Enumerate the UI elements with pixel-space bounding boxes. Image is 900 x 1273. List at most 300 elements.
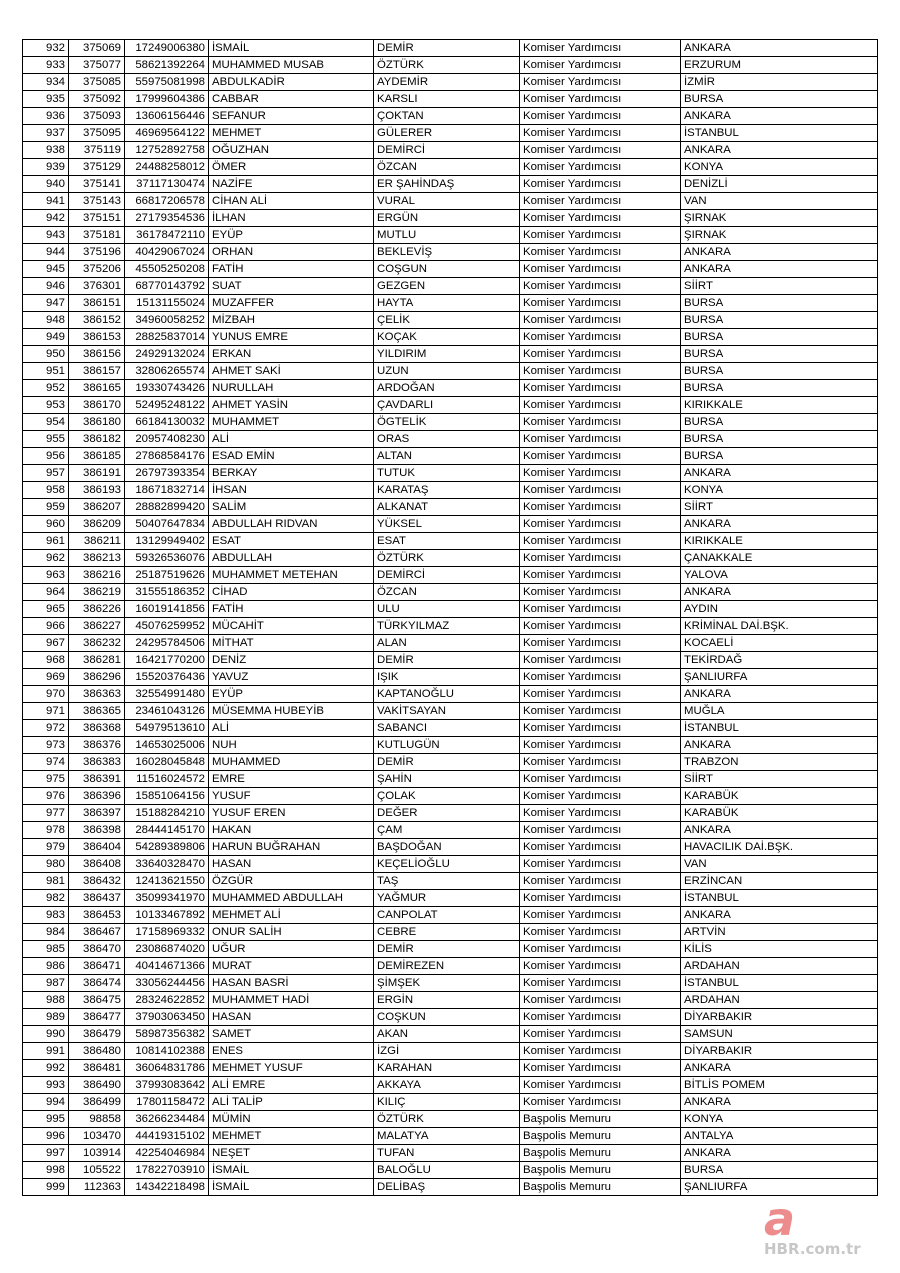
id-number-cell: 15520376436: [125, 669, 209, 686]
id-number-cell: 28324622852: [125, 992, 209, 1009]
rank-cell: Komiser Yardımcısı: [520, 516, 681, 533]
id-number-cell: 24929132024: [125, 346, 209, 363]
row-number-cell: 933: [23, 57, 69, 74]
last-name-cell: COŞGUN: [374, 261, 520, 278]
last-name-cell: ÖGTELİK: [374, 414, 520, 431]
row-number-cell: 963: [23, 567, 69, 584]
assignment-cell: ANKARA: [681, 516, 878, 533]
sicil-number-cell: 386296: [69, 669, 125, 686]
last-name-cell: ESAT: [374, 533, 520, 550]
watermark-letter: a: [764, 1192, 796, 1246]
assignment-cell: YALOVA: [681, 567, 878, 584]
first-name-cell: HARUN BUĞRAHAN: [209, 839, 374, 856]
first-name-cell: MEHMET: [209, 1128, 374, 1145]
table-row: [23, 346, 878, 363]
first-name-cell: MEHMET ALİ: [209, 907, 374, 924]
sicil-number-cell: 386475: [69, 992, 125, 1009]
row-number-cell: 978: [23, 822, 69, 839]
id-number-cell: 13606156446: [125, 108, 209, 125]
table-row: [23, 244, 878, 261]
assignment-cell: KARABÜK: [681, 788, 878, 805]
row-number-cell: 990: [23, 1026, 69, 1043]
row-number-cell: 939: [23, 159, 69, 176]
sicil-number-cell: 98858: [69, 1111, 125, 1128]
sicil-number-cell: 386396: [69, 788, 125, 805]
last-name-cell: KEÇELİOĞLU: [374, 856, 520, 873]
table-row: [23, 329, 878, 346]
row-number-cell: 979: [23, 839, 69, 856]
rank-cell: Komiser Yardımcısı: [520, 312, 681, 329]
last-name-cell: BAŞDOĞAN: [374, 839, 520, 856]
first-name-cell: CİHAN ALİ: [209, 193, 374, 210]
rank-cell: Başpolis Memuru: [520, 1179, 681, 1196]
row-number-cell: 951: [23, 363, 69, 380]
first-name-cell: ALİ TALİP: [209, 1094, 374, 1111]
id-number-cell: 42254046984: [125, 1145, 209, 1162]
assignment-cell: HAVACILIK DAİ.BŞK.: [681, 839, 878, 856]
table-row: [23, 1128, 878, 1145]
row-number-cell: 956: [23, 448, 69, 465]
last-name-cell: VURAL: [374, 193, 520, 210]
rank-cell: Komiser Yardımcısı: [520, 448, 681, 465]
assignment-cell: TEKİRDAĞ: [681, 652, 878, 669]
last-name-cell: CEBRE: [374, 924, 520, 941]
first-name-cell: İSMAİL: [209, 1179, 374, 1196]
last-name-cell: KARSLI: [374, 91, 520, 108]
rank-cell: Komiser Yardımcısı: [520, 567, 681, 584]
row-number-cell: 992: [23, 1060, 69, 1077]
rank-cell: Komiser Yardımcısı: [520, 227, 681, 244]
rank-cell: Komiser Yardımcısı: [520, 125, 681, 142]
sicil-number-cell: 376301: [69, 278, 125, 295]
row-number-cell: 999: [23, 1179, 69, 1196]
sicil-number-cell: 375085: [69, 74, 125, 91]
row-number-cell: 932: [23, 40, 69, 57]
rank-cell: Komiser Yardımcısı: [520, 159, 681, 176]
table-row: [23, 295, 878, 312]
sicil-number-cell: 386207: [69, 499, 125, 516]
table-row: [23, 108, 878, 125]
sicil-number-cell: 386397: [69, 805, 125, 822]
first-name-cell: SEFANUR: [209, 108, 374, 125]
table-row: [23, 465, 878, 482]
table-row: [23, 992, 878, 1009]
id-number-cell: 66817206578: [125, 193, 209, 210]
row-number-cell: 991: [23, 1043, 69, 1060]
sicil-number-cell: 386479: [69, 1026, 125, 1043]
rank-cell: Komiser Yardımcısı: [520, 57, 681, 74]
id-number-cell: 34960058252: [125, 312, 209, 329]
row-number-cell: 974: [23, 754, 69, 771]
id-number-cell: 24295784506: [125, 635, 209, 652]
rank-cell: Komiser Yardımcısı: [520, 1077, 681, 1094]
assignment-cell: BİTLİS POMEM: [681, 1077, 878, 1094]
table-row: [23, 737, 878, 754]
assignment-cell: İZMİR: [681, 74, 878, 91]
last-name-cell: IŞIK: [374, 669, 520, 686]
first-name-cell: HASAN: [209, 856, 374, 873]
table-row: [23, 686, 878, 703]
rank-cell: Komiser Yardımcısı: [520, 193, 681, 210]
table-row: [23, 91, 878, 108]
id-number-cell: 59326536076: [125, 550, 209, 567]
assignment-cell: KRİMİNAL DAİ.BŞK.: [681, 618, 878, 635]
id-number-cell: 19330743426: [125, 380, 209, 397]
row-number-cell: 966: [23, 618, 69, 635]
rank-cell: Komiser Yardımcısı: [520, 907, 681, 924]
first-name-cell: NUH: [209, 737, 374, 754]
id-number-cell: 58987356382: [125, 1026, 209, 1043]
assignment-cell: BURSA: [681, 414, 878, 431]
table-row: [23, 431, 878, 448]
rank-cell: Komiser Yardımcısı: [520, 601, 681, 618]
first-name-cell: ALİ EMRE: [209, 1077, 374, 1094]
id-number-cell: 35099341970: [125, 890, 209, 907]
last-name-cell: AKKAYA: [374, 1077, 520, 1094]
last-name-cell: DEĞER: [374, 805, 520, 822]
last-name-cell: ŞİMŞEK: [374, 975, 520, 992]
id-number-cell: 37117130474: [125, 176, 209, 193]
sicil-number-cell: 386216: [69, 567, 125, 584]
sicil-number-cell: 386404: [69, 839, 125, 856]
table-row: [23, 754, 878, 771]
sicil-number-cell: 375181: [69, 227, 125, 244]
sicil-number-cell: 386157: [69, 363, 125, 380]
row-number-cell: 952: [23, 380, 69, 397]
assignment-cell: DİYARBAKIR: [681, 1009, 878, 1026]
last-name-cell: ÖZCAN: [374, 159, 520, 176]
last-name-cell: ALAN: [374, 635, 520, 652]
id-number-cell: 24488258012: [125, 159, 209, 176]
id-number-cell: 23086874020: [125, 941, 209, 958]
sicil-number-cell: 386365: [69, 703, 125, 720]
id-number-cell: 25187519626: [125, 567, 209, 584]
table-row: [23, 1009, 878, 1026]
assignment-cell: ANKARA: [681, 686, 878, 703]
rank-cell: Komiser Yardımcısı: [520, 805, 681, 822]
last-name-cell: YAĞMUR: [374, 890, 520, 907]
assignment-cell: ŞIRNAK: [681, 227, 878, 244]
table-row: [23, 516, 878, 533]
last-name-cell: DEMİRCİ: [374, 567, 520, 584]
rank-cell: Komiser Yardımcısı: [520, 414, 681, 431]
assignment-cell: ANKARA: [681, 737, 878, 754]
table-row: [23, 788, 878, 805]
sicil-number-cell: 375077: [69, 57, 125, 74]
assignment-cell: ERZİNCAN: [681, 873, 878, 890]
id-number-cell: 27868584176: [125, 448, 209, 465]
row-number-cell: 972: [23, 720, 69, 737]
rank-cell: Komiser Yardımcısı: [520, 720, 681, 737]
assignment-cell: BURSA: [681, 329, 878, 346]
table-row: [23, 669, 878, 686]
sicil-number-cell: 375093: [69, 108, 125, 125]
first-name-cell: UĞUR: [209, 941, 374, 958]
last-name-cell: ALTAN: [374, 448, 520, 465]
assignment-cell: İSTANBUL: [681, 890, 878, 907]
last-name-cell: DEMİR: [374, 754, 520, 771]
sicil-number-cell: 386474: [69, 975, 125, 992]
table-row: [23, 805, 878, 822]
id-number-cell: 13129949402: [125, 533, 209, 550]
first-name-cell: YUNUS EMRE: [209, 329, 374, 346]
assignment-cell: BURSA: [681, 295, 878, 312]
id-number-cell: 58621392264: [125, 57, 209, 74]
sicil-number-cell: 386226: [69, 601, 125, 618]
assignment-cell: KONYA: [681, 159, 878, 176]
first-name-cell: MUZAFFER: [209, 295, 374, 312]
last-name-cell: DEMİRCİ: [374, 142, 520, 159]
last-name-cell: KILIÇ: [374, 1094, 520, 1111]
table-row: [23, 839, 878, 856]
last-name-cell: DELİBAŞ: [374, 1179, 520, 1196]
first-name-cell: ORHAN: [209, 244, 374, 261]
id-number-cell: 52495248122: [125, 397, 209, 414]
row-number-cell: 944: [23, 244, 69, 261]
rank-cell: Başpolis Memuru: [520, 1128, 681, 1145]
last-name-cell: UZUN: [374, 363, 520, 380]
sicil-number-cell: 375196: [69, 244, 125, 261]
table-row: [23, 720, 878, 737]
assignment-cell: SİİRT: [681, 499, 878, 516]
rank-cell: Komiser Yardımcısı: [520, 737, 681, 754]
first-name-cell: BERKAY: [209, 465, 374, 482]
first-name-cell: HASAN BASRİ: [209, 975, 374, 992]
sicil-number-cell: 386152: [69, 312, 125, 329]
assignment-cell: ANKARA: [681, 584, 878, 601]
id-number-cell: 44419315102: [125, 1128, 209, 1145]
id-number-cell: 11516024572: [125, 771, 209, 788]
rank-cell: Komiser Yardımcısı: [520, 856, 681, 873]
rank-cell: Komiser Yardımcısı: [520, 890, 681, 907]
row-number-cell: 934: [23, 74, 69, 91]
table-row: [23, 941, 878, 958]
row-number-cell: 981: [23, 873, 69, 890]
id-number-cell: 17249006380: [125, 40, 209, 57]
assignment-cell: İSTANBUL: [681, 975, 878, 992]
row-number-cell: 985: [23, 941, 69, 958]
sicil-number-cell: 105522: [69, 1162, 125, 1179]
rank-cell: Komiser Yardımcısı: [520, 788, 681, 805]
row-number-cell: 988: [23, 992, 69, 1009]
rank-cell: Komiser Yardımcısı: [520, 363, 681, 380]
id-number-cell: 28882899420: [125, 499, 209, 516]
first-name-cell: NAZİFE: [209, 176, 374, 193]
table-row: [23, 958, 878, 975]
table-row: [23, 482, 878, 499]
rank-cell: Komiser Yardımcısı: [520, 465, 681, 482]
first-name-cell: İLHAN: [209, 210, 374, 227]
assignment-cell: BURSA: [681, 448, 878, 465]
id-number-cell: 15188284210: [125, 805, 209, 822]
row-number-cell: 975: [23, 771, 69, 788]
first-name-cell: MÜMİN: [209, 1111, 374, 1128]
rank-cell: Komiser Yardımcısı: [520, 108, 681, 125]
sicil-number-cell: 375095: [69, 125, 125, 142]
id-number-cell: 46969564122: [125, 125, 209, 142]
id-number-cell: 31555186352: [125, 584, 209, 601]
assignment-cell: BURSA: [681, 431, 878, 448]
sicil-number-cell: 375119: [69, 142, 125, 159]
rank-cell: Komiser Yardımcısı: [520, 533, 681, 550]
sicil-number-cell: 386191: [69, 465, 125, 482]
rank-cell: Komiser Yardımcısı: [520, 958, 681, 975]
sicil-number-cell: 386398: [69, 822, 125, 839]
first-name-cell: İHSAN: [209, 482, 374, 499]
id-number-cell: 20957408230: [125, 431, 209, 448]
sicil-number-cell: 386467: [69, 924, 125, 941]
table-row: [23, 1094, 878, 1111]
table-row: [23, 159, 878, 176]
sicil-number-cell: 386432: [69, 873, 125, 890]
sicil-number-cell: 386180: [69, 414, 125, 431]
sicil-number-cell: 375206: [69, 261, 125, 278]
rank-cell: Komiser Yardımcısı: [520, 261, 681, 278]
assignment-cell: SİİRT: [681, 771, 878, 788]
id-number-cell: 54289389806: [125, 839, 209, 856]
row-number-cell: 996: [23, 1128, 69, 1145]
first-name-cell: ESAT: [209, 533, 374, 550]
table-row: [23, 1077, 878, 1094]
id-number-cell: 17999604386: [125, 91, 209, 108]
last-name-cell: ÇAVDARLI: [374, 397, 520, 414]
table-row: [23, 584, 878, 601]
row-number-cell: 950: [23, 346, 69, 363]
row-number-cell: 982: [23, 890, 69, 907]
rank-cell: Komiser Yardımcısı: [520, 176, 681, 193]
table-row: [23, 652, 878, 669]
table-row: [23, 890, 878, 907]
table-row: [23, 924, 878, 941]
id-number-cell: 32806265574: [125, 363, 209, 380]
table-row: [23, 550, 878, 567]
id-number-cell: 37993083642: [125, 1077, 209, 1094]
first-name-cell: MUHAMMED MUSAB: [209, 57, 374, 74]
table-row: [23, 380, 878, 397]
id-number-cell: 23461043126: [125, 703, 209, 720]
first-name-cell: AHMET YASİN: [209, 397, 374, 414]
first-name-cell: HASAN: [209, 1009, 374, 1026]
first-name-cell: MEHMET YUSUF: [209, 1060, 374, 1077]
table-row: [23, 601, 878, 618]
sicil-number-cell: 386193: [69, 482, 125, 499]
first-name-cell: SALİM: [209, 499, 374, 516]
table-row: [23, 822, 878, 839]
row-number-cell: 948: [23, 312, 69, 329]
assignment-cell: VAN: [681, 193, 878, 210]
rank-cell: Komiser Yardımcısı: [520, 1060, 681, 1077]
row-number-cell: 980: [23, 856, 69, 873]
first-name-cell: ALİ: [209, 431, 374, 448]
rank-cell: Komiser Yardımcısı: [520, 550, 681, 567]
rank-cell: Komiser Yardımcısı: [520, 295, 681, 312]
rank-cell: Komiser Yardımcısı: [520, 873, 681, 890]
assignment-cell: ŞANLIURFA: [681, 669, 878, 686]
rank-cell: Komiser Yardımcısı: [520, 1043, 681, 1060]
id-number-cell: 27179354536: [125, 210, 209, 227]
last-name-cell: KOÇAK: [374, 329, 520, 346]
rank-cell: Komiser Yardımcısı: [520, 431, 681, 448]
sicil-number-cell: 386182: [69, 431, 125, 448]
first-name-cell: NURULLAH: [209, 380, 374, 397]
sicil-number-cell: 386470: [69, 941, 125, 958]
id-number-cell: 66184130032: [125, 414, 209, 431]
sicil-number-cell: 386153: [69, 329, 125, 346]
first-name-cell: YAVUZ: [209, 669, 374, 686]
assignment-cell: KOCAELİ: [681, 635, 878, 652]
table-row: [23, 1179, 878, 1196]
sicil-number-cell: 386209: [69, 516, 125, 533]
rank-cell: Komiser Yardımcısı: [520, 210, 681, 227]
id-number-cell: 36064831786: [125, 1060, 209, 1077]
first-name-cell: YUSUF: [209, 788, 374, 805]
rank-cell: Komiser Yardımcısı: [520, 754, 681, 771]
assignment-cell: İSTANBUL: [681, 720, 878, 737]
rank-cell: Komiser Yardımcısı: [520, 686, 681, 703]
table-row: [23, 499, 878, 516]
row-number-cell: 977: [23, 805, 69, 822]
sicil-number-cell: 386227: [69, 618, 125, 635]
first-name-cell: YUSUF EREN: [209, 805, 374, 822]
rank-cell: Komiser Yardımcısı: [520, 1009, 681, 1026]
first-name-cell: ÖZGÜR: [209, 873, 374, 890]
assignment-cell: DENİZLİ: [681, 176, 878, 193]
last-name-cell: BEKLEVİŞ: [374, 244, 520, 261]
assignment-cell: ANKARA: [681, 1060, 878, 1077]
id-number-cell: 16028045848: [125, 754, 209, 771]
id-number-cell: 12413621550: [125, 873, 209, 890]
id-number-cell: 40429067024: [125, 244, 209, 261]
id-number-cell: 45076259952: [125, 618, 209, 635]
id-number-cell: 45505250208: [125, 261, 209, 278]
row-number-cell: 973: [23, 737, 69, 754]
table-row: [23, 125, 878, 142]
rank-cell: Komiser Yardımcısı: [520, 91, 681, 108]
last-name-cell: MALATYA: [374, 1128, 520, 1145]
table-row: [23, 176, 878, 193]
sicil-number-cell: 375069: [69, 40, 125, 57]
document-sheet: [22, 39, 877, 1196]
first-name-cell: ENES: [209, 1043, 374, 1060]
sicil-number-cell: 386170: [69, 397, 125, 414]
sicil-number-cell: 386156: [69, 346, 125, 363]
last-name-cell: CANPOLAT: [374, 907, 520, 924]
sicil-number-cell: 386490: [69, 1077, 125, 1094]
rank-cell: Komiser Yardımcısı: [520, 669, 681, 686]
id-number-cell: 28444145170: [125, 822, 209, 839]
row-number-cell: 976: [23, 788, 69, 805]
rank-cell: Komiser Yardımcısı: [520, 329, 681, 346]
rank-cell: Komiser Yardımcısı: [520, 992, 681, 1009]
sicil-number-cell: 375141: [69, 176, 125, 193]
assignment-cell: BURSA: [681, 312, 878, 329]
first-name-cell: MURAT: [209, 958, 374, 975]
rank-cell: Komiser Yardımcısı: [520, 346, 681, 363]
last-name-cell: KARATAŞ: [374, 482, 520, 499]
first-name-cell: ABDULLAH RIDVAN: [209, 516, 374, 533]
table-row: [23, 1145, 878, 1162]
assignment-cell: BURSA: [681, 91, 878, 108]
last-name-cell: YÜKSEL: [374, 516, 520, 533]
row-number-cell: 987: [23, 975, 69, 992]
id-number-cell: 36266234484: [125, 1111, 209, 1128]
assignment-cell: ANTALYA: [681, 1128, 878, 1145]
id-number-cell: 55975081998: [125, 74, 209, 91]
first-name-cell: MUHAMMET: [209, 414, 374, 431]
last-name-cell: ÖZTÜRK: [374, 57, 520, 74]
assignment-cell: ANKARA: [681, 142, 878, 159]
last-name-cell: BALOĞLU: [374, 1162, 520, 1179]
